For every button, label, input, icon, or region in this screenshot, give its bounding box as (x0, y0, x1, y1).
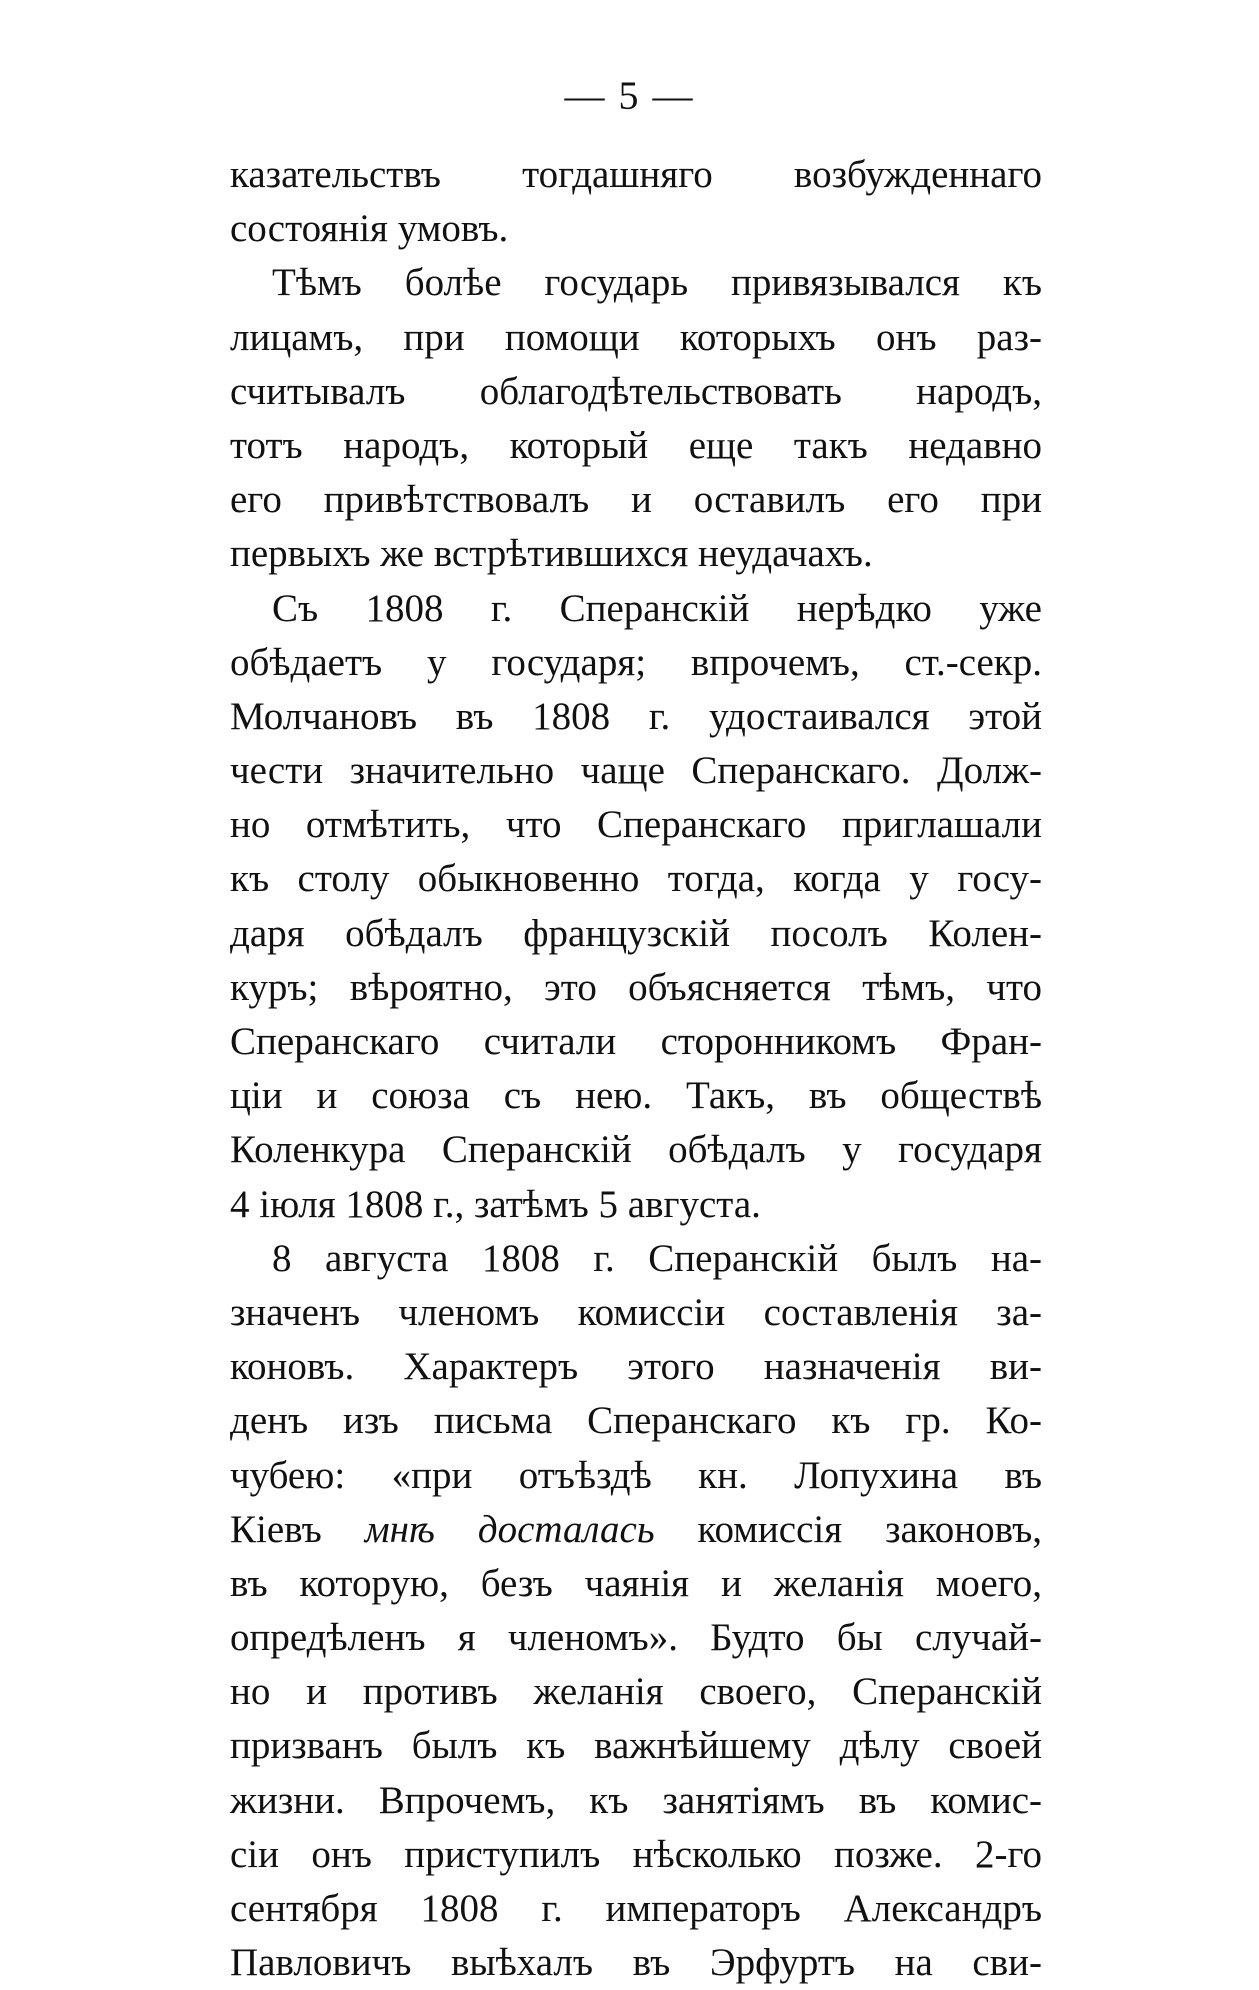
text-line: обѣдаетъ у государя; впрочемъ, ст.-секр. (230, 640, 1042, 684)
text-line: къ столу обыкновенно тогда, когда у госу- (230, 857, 1042, 901)
text-line: считывалъ облагодѣтельствовать народъ, (230, 369, 1042, 413)
text-line: первыхъ же встрѣтившихся неудачахъ. (230, 532, 873, 576)
text-line: даря обѣдалъ французскій посолъ Колен- (230, 911, 1042, 955)
text-line: тотъ народъ, который еще такъ недавно (230, 423, 1042, 467)
text-line: чести значительно чаще Сперанскаго. Долж- (230, 749, 1042, 793)
text-line: куръ; вѣроятно, это объясняется тѣмъ, что (230, 965, 1042, 1009)
text-line: лицамъ, при помощи которыхъ онъ раз- (230, 315, 1042, 359)
text-line: Коленкура Сперанскій обѣдалъ у государя (230, 1128, 1042, 1172)
text-line: Тѣмъ болѣе государь привязывался къ (272, 261, 1042, 305)
italic-emphasis: мнѣ досталась (364, 1507, 655, 1551)
body-text (230, 148, 1042, 1990)
text-line: призванъ былъ къ важнѣйшему дѣлу своей (230, 1724, 1042, 1768)
text-line: Съ 1808 г. Сперанскій нерѣдко уже (272, 586, 1042, 630)
text-line: Молчановъ въ 1808 г. удостаивался этой (230, 694, 1042, 738)
text-line: 8 августа 1808 г. Сперанскій былъ на- (272, 1236, 1042, 1280)
text-line: чубею: «при отъѣздѣ кн. Лопухина въ (230, 1453, 1042, 1497)
text-line: сентября 1808 г. императоръ Александръ (230, 1887, 1042, 1930)
text-line: но отмѣтить, что Сперанскаго приглашали (230, 803, 1042, 847)
text-line: Сперанскаго считали сторонникомъ Фран- (230, 1020, 1042, 1063)
text-line: 4 іюля 1808 г., затѣмъ 5 августа. (230, 1182, 761, 1226)
page-number: — 5 — (564, 73, 695, 118)
text-line: жизни. Впрочемъ, къ занятіямъ въ комис- (230, 1778, 1042, 1822)
text-line: значенъ членомъ комиссіи составленія за- (230, 1290, 1042, 1334)
text-line: казательствъ тогдашняго возбужденнаго (230, 153, 1042, 196)
text-line: сіи онъ приступилъ нѣсколько позже. 2-го (230, 1832, 1042, 1876)
text-line: состоянія умовъ. (230, 207, 509, 251)
text-line: но и противъ желанія своего, Сперанскій (230, 1670, 1042, 1714)
text-line: Павловичъ выѣхалъ въ Эрфуртъ на сви- (230, 1941, 1042, 1985)
text-line: его привѣтствовалъ и оставилъ его при (230, 478, 1042, 522)
text-line: денъ изъ письма Сперанскаго къ гр. Ко- (230, 1399, 1042, 1443)
text-line: опредѣленъ я членомъ». Будто бы случай- (230, 1616, 1042, 1660)
text-line: въ которую, безъ чаянія и желанія моего, (230, 1561, 1042, 1605)
text-line: коновъ. Характеръ этого назначенія ви- (230, 1345, 1042, 1389)
text-line: ціи и союза съ нею. Такъ, въ обществѣ (230, 1074, 1042, 1118)
text-line: Кіевъ мнѣ досталась комиссія законовъ, (230, 1507, 1042, 1551)
